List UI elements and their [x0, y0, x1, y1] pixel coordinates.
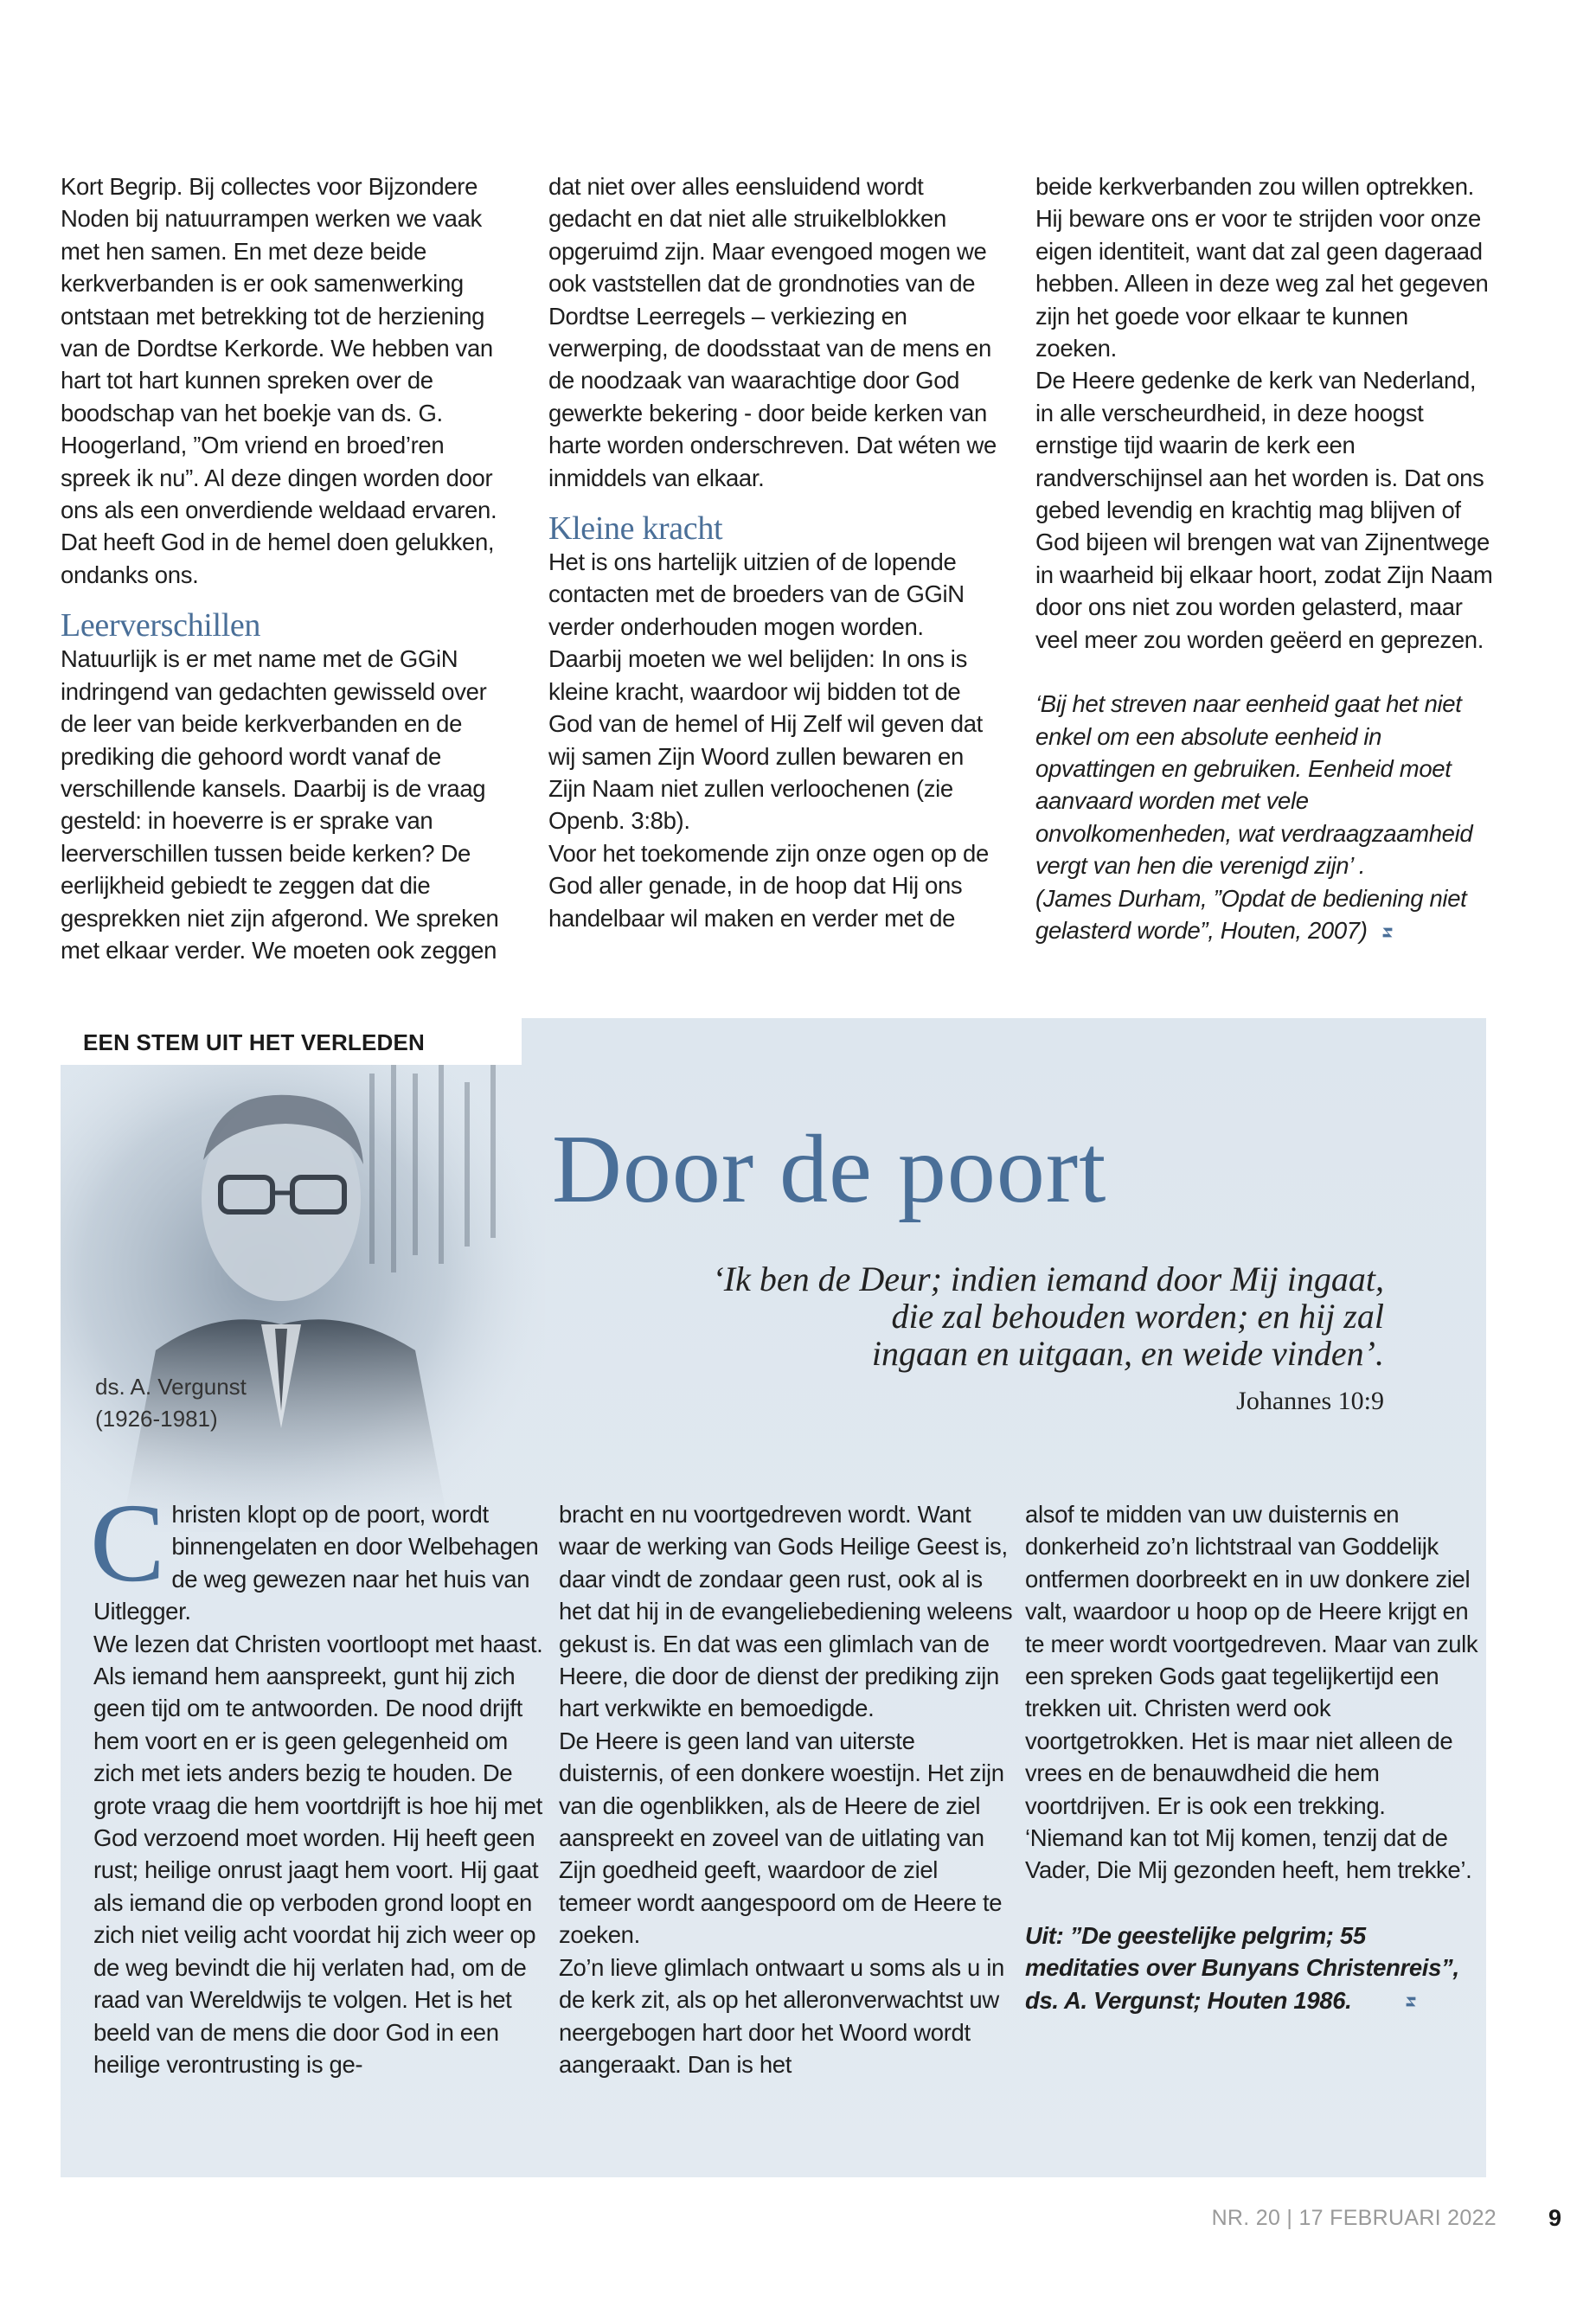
- section-label-tab: [61, 1018, 522, 1065]
- photo-caption: [95, 1371, 247, 1435]
- quote-source-text: (James Durham, ”Opdat de bediening niet gelasterd worde”, Houten, 2007): [1035, 884, 1467, 944]
- paragraph: beide kerkverbanden zou willen optrekken. Hij beware ons er voor te strijden voor onze eigen identiteit, want dat zal geen dageraad hebben. Alleen in deze weg zal het gegeven zijn het goede voor elkaar te kunnen zoeken.: [1035, 173, 1489, 362]
- source-note: [1025, 1920, 1479, 2016]
- paragraph: De Heere gedenke de kerk van Nederland, in alle verscheurdheid, in deze hoogst ernstige tijd waarin de kerk een randverschijnsel aan het worden is. Dat ons gebed levendig en krachtig mag blijven of God bijeen wil brengen wat van Zijnentwege in waarheid bij elkaar hoort, zodat Zijn Naam door ons niet zou worden gelasterd, maar veel meer zou worden geëerd en geprezen.: [1035, 367, 1493, 653]
- drop-cap: C: [90, 1481, 165, 1606]
- feature-box: [61, 1018, 1486, 2177]
- caption-name: ds. A. Vergunst: [95, 1374, 247, 1400]
- durham-quote-source: [1035, 882, 1494, 947]
- bible-quote: [606, 1260, 1384, 1372]
- durham-quote: ‘Bij het streven naar eenheid gaat het niet enkel om een absolute eenheid in opvattingen en gebruiken. Eenheid moet aanvaard worden met vele onvolkomenheden, wat verdraagzaamheid vergt van hen die verenigd zijn’ .: [1035, 690, 1473, 880]
- paragraph: Zo’n lieve glimlach ontwaart u soms als u in de kerk zit, als op het alleronverwachtst uw neergebogen hart door het Woord wordt aangeraakt. Dan is het: [559, 1953, 1004, 2078]
- quote-line: ingaan en uitgaan, en weide vinden’.: [871, 1334, 1384, 1373]
- top-column-2: [548, 170, 998, 934]
- source-text: Uit: ”De geestelijke pelgrim; 55 meditaties over Bunyans Christenreis”, ds. A. Vergunst; Houten 1986.: [1025, 1921, 1459, 2014]
- top-column-1: [61, 170, 510, 966]
- box-column-1: [90, 1481, 548, 2080]
- paragraph: Kort Begrip. Bij collectes voor Bijzondere Noden bij natuurrampen werken we vaak met hen samen. En met deze beide kerkverbanden is er ook samenwerking ontstaan met betrekking tot de herziening van de Dordtse Kerkorde. We hebben van hart tot hart kunnen spreken over de boodschap van het boekje van ds. G. Hoogerland, ”Om vriend en broed’ren spreek ik nu”. Al deze dingen worden door ons als een onverdiende weldaad ervaren. Dat heeft God in de hemel doen gelukken, ondanks ons.: [61, 173, 497, 588]
- paragraph: Het is ons hartelijk uitzien of de lopende contacten met de broeders van de GGiN verder onderhouden mogen worden. Daarbij moeten we wel belijden: In ons is kleine kracht, waardoor wij bidden tot de God van de hemel of Hij Zelf wil geven dat wij samen Zijn Woord zullen bewaren en Zijn Naam niet zullen verloochenen (zie Openb. 3:8b).: [548, 548, 983, 835]
- caption-years: (1926-1981): [95, 1406, 218, 1432]
- paragraph: We lezen dat Christen voortloopt met haast. Als iemand hem aanspreekt, gunt hij zich geen tijd om te antwoorden. De nood drijft hem voort en er is geen gelegenheid om zich met iets anders bezig te houden. De grote vraag die hem voortdrijft is hoe hij met God verzoend moet worden. Hij heeft geen rust; heilige onrust jaagt hem voort. Hij gaat als iemand die op verboden grond loopt en zich niet veilig acht voordat hij zich weer op de weg bevindt die hij verlaten had, om de raad van Wereldwijs te volgen. Het is het beeld van de mens die door God in een heilige verontrusting is ge-: [93, 1630, 543, 2078]
- paragraph: Voor het toekomende zijn onze ogen op de God aller genade, in de hoop dat Hij ons handelbaar wil maken en verder met de: [548, 839, 989, 932]
- bible-reference: Johannes 10:9: [1236, 1387, 1384, 1415]
- portrait-photo: [61, 1065, 545, 1532]
- section-heading-kleine-kracht: Kleine kracht: [548, 510, 723, 548]
- box-column-2: [559, 1498, 1013, 2080]
- paragraph-text: hristen klopt op de poort, wordt binnengelaten en door Welbehagen de weg gewezen naar het huis van Uitlegger.: [93, 1501, 539, 1625]
- paragraph: [90, 1481, 548, 1628]
- quote-line: ‘Ik ben de Deur; indien iemand door Mij ingaat,: [712, 1259, 1384, 1298]
- article-title: Door de poort: [552, 1116, 1107, 1223]
- quote-line: die zal behouden worden; en hij zal: [891, 1297, 1384, 1336]
- page-number: 9: [1548, 2205, 1561, 2231]
- issue-info: NR. 20 | 17 FEBRUARI 2022: [1211, 2206, 1497, 2230]
- box-column-3: [1025, 1498, 1479, 2016]
- section-label: EEN STEM UIT HET VERLEDEN: [83, 1029, 426, 1055]
- end-mark-icon: [1403, 1994, 1419, 2009]
- paragraph: alsof te midden van uw duisternis en donkerheid zo’n lichtstraal van Goddelijk ontfermen doorbreekt en in uw donkere ziel valt, waardoor u hoop op de Heere krijgt en te meer wordt voortgedreven. Maar van zulk een spreken Gods gaat tegelijkertijd een trekken uit. Christen werd ook voortgetrokken. Het is maar niet alleen de vrees en de benauwdheid die hem voortdrijven. Er is ook een trekking. ‘Niemand kan tot Mij komen, tenzij dat de Vader, Die Mij gezonden heeft, hem trekke’.: [1025, 1501, 1478, 1884]
- paragraph: dat niet over alles eensluidend wordt gedacht en dat niet alle struikelblokken opgeruimd zijn. Maar evengoed mogen we ook vaststellen dat de grondnoties van de Dordtse Leerregels – verkiezing en verwerping, de doodsstaat van de mens en de noodzaak van waarachtige door God gewerkte bekering - door beide kerken van harte worden onderschreven. Dat wéten we inmiddels van elkaar.: [548, 173, 997, 491]
- paragraph: Natuurlijk is er met name met de GGiN indringend van gedachten gewisseld over de leer van beide kerkverbanden en de prediking die gehoord wordt vanaf de verschillende kansels. Daarbij is de vraag gesteld: in hoeverre is er sprake van leerverschillen tussen beide kerken? De eerlijkheid gebiedt te zeggen dat die gesprekken niet zijn afgerond. We spreken met elkaar verder. We moeten ook zeggen: [61, 645, 499, 964]
- end-mark-icon: [1380, 925, 1395, 940]
- section-heading-leerverschillen: Leerverschillen: [61, 607, 261, 644]
- paragraph: De Heere is geen land van uiterste duisternis, of een donkere woestijn. Het zijn van die ogenblikken, als de Heere de ziel aanspreekt en zoveel van de uitlating van Zijn goedheid geeft, waardoor de ziel temeer wordt aangespoord om de Heere te zoeken.: [559, 1727, 1004, 1949]
- top-column-3: [1035, 170, 1494, 946]
- paragraph: bracht en nu voortgedreven wordt. Want waar de werking van Gods Heilige Geest is, daar vindt de zondaar geen rust, ook al is het dat hij in de evangeliebediening weleens gekust is. En dat was een glimlach van de Heere, die door de dienst der prediking zijn hart verkwikte en bemoedigde.: [559, 1501, 1013, 1722]
- portrait-image: [61, 1065, 545, 1532]
